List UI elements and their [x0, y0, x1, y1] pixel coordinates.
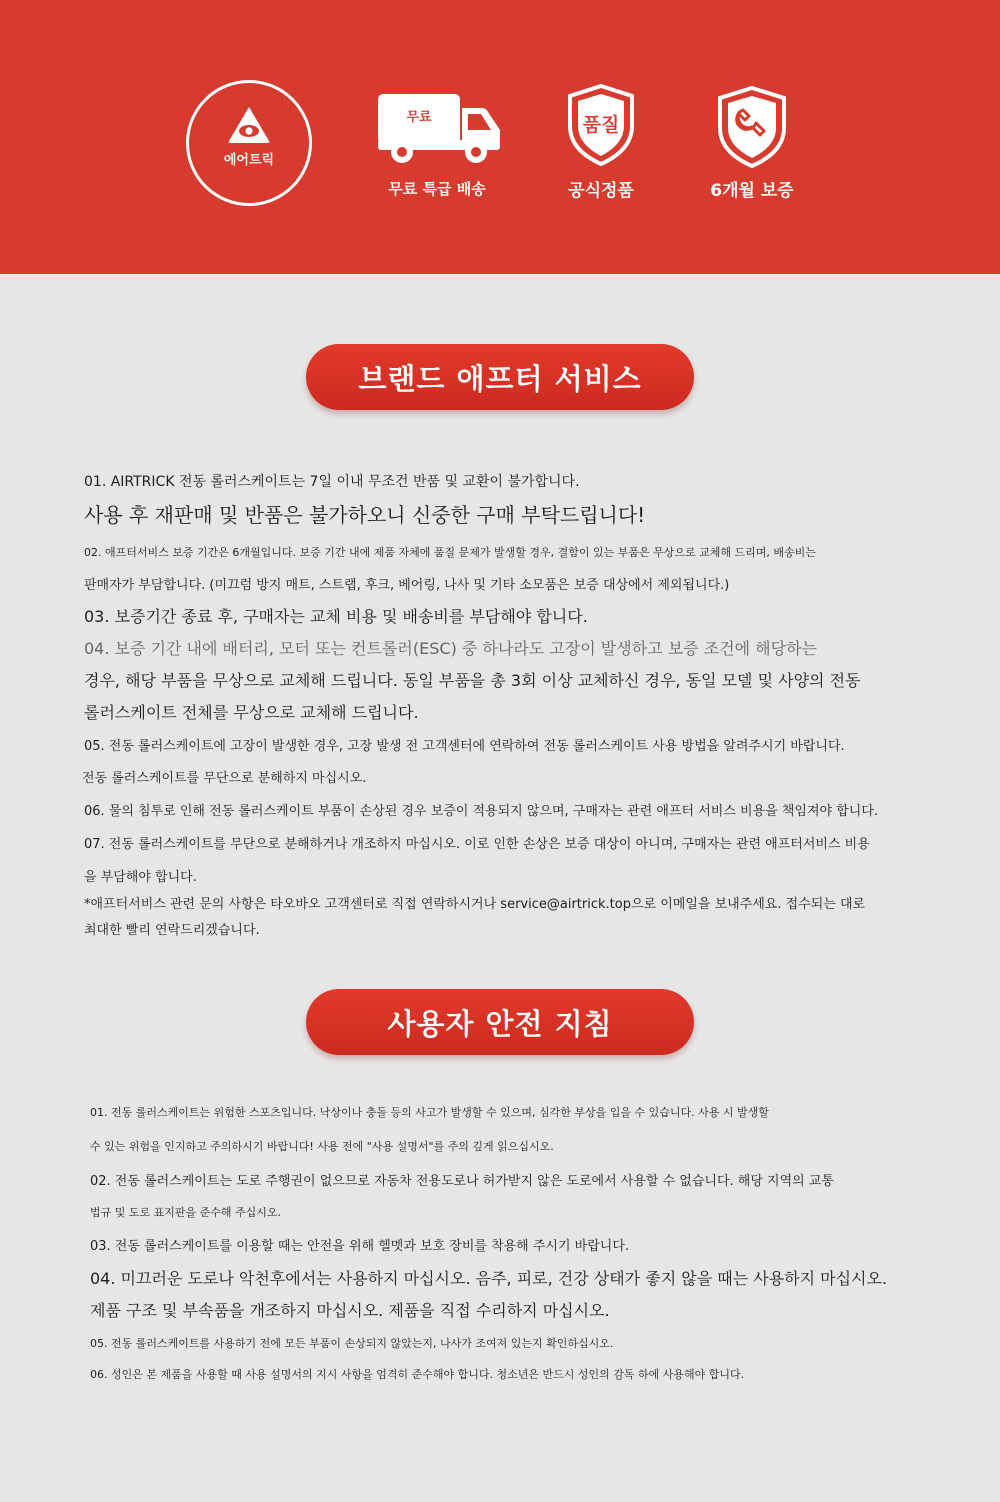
as-line-04b: 경우, 해당 부품을 무상으로 교체해 드립니다. 동일 부품을 총 3회 이상 교체하신 경우, 동일 모델 및 사양의 전동: [84, 671, 861, 690]
top-banner: [0, 0, 1000, 274]
safety-line-05: 05. 전동 롤러스케이트를 사용하기 전에 모든 부품이 손상되지 않았는지, 나사가 조여져 있는지 확인하십시오.: [90, 1337, 614, 1350]
as-line-05: 05. 전동 롤러스케이트에 고장이 발생한 경우, 고장 발생 전 고객센터에 연락하여 전동 롤러스케이트 사용 방법을 알려주시기 바랍니다.: [84, 739, 845, 754]
as-note-b: 최대한 빨리 연락드리겠습니다.: [84, 923, 260, 938]
as-line-02b: 판매자가 부담합니다. (미끄럼 방지 매트, 스트랩, 후크, 베어링, 나사 및 기타 소모품은 보증 대상에서 제외됩니다.): [84, 578, 730, 593]
safety-line-02: 02. 전동 롤러스케이트는 도로 주행권이 없으므로 자동차 전용도로나 허가받지 않은 도로에서 사용할 수 없습니다. 해당 지역의 교통: [90, 1174, 834, 1189]
as-line-07: 07. 전동 롤러스케이트를 무단으로 분해하거나 개조하지 마십시오. 이로 인한 손상은 보증 대상이 아니며, 구매자는 관련 애프터서비스 비용: [84, 837, 870, 852]
quality-badge: [566, 84, 636, 166]
genuine-caption: 공식정품: [568, 181, 634, 201]
warranty-caption: 6개월 보증: [710, 181, 794, 201]
truck-label: 무료: [406, 110, 432, 125]
brand-badge: [186, 80, 312, 206]
safety-line-02b: 법규 및 도로 표지판을 준수해 주십시오.: [90, 1206, 281, 1219]
brand-text: 에어트릭: [223, 153, 275, 168]
safety-line-03: 03. 전동 롤러스케이트를 이용할 때는 안전을 위해 헬멧과 보호 장비를 착용해 주시기 바랍니다.: [90, 1239, 630, 1254]
eye-triangle-icon: [227, 105, 271, 145]
quality-label: 품질: [582, 114, 620, 136]
safety-line-01: 01. 전동 롤러스케이트는 위험한 스포츠입니다. 낙상이나 충돌 등의 사고가 발생할 수 있으며, 심각한 부상을 입을 수 있습니다. 사용 시 발생할: [90, 1106, 769, 1119]
free-shipping-caption: 무료 특급 배송: [388, 180, 486, 198]
safety-line-04: 04. 미끄러운 도로나 악천후에서는 사용하지 마십시오. 음주, 피로, 건강 상태가 좋지 않을 때는 사용하지 마십시오.: [90, 1269, 888, 1288]
as-line-04c: 롤러스케이트 전체를 무상으로 교체해 드립니다.: [84, 703, 419, 722]
delivery-truck-icon: [374, 90, 504, 170]
safety-guide-title: 사용자 안전 지침: [306, 989, 694, 1055]
as-line-05b: 전동 롤러스케이트를 무단으로 분해하지 마십시오.: [82, 771, 367, 786]
safety-line-01b: 수 있는 위험을 인지하고 주의하시기 바랍니다! 사용 전에 "사용 설명서"를 주의 깊게 읽으십시오.: [90, 1140, 554, 1153]
wrench-shield-icon: [716, 86, 788, 168]
safety-line-04b: 제품 구조 및 부속품을 개조하지 마십시오. 제품을 직접 수리하지 마십시오.: [90, 1301, 610, 1320]
as-line-06: 06. 물의 침투로 인해 전동 롤러스케이트 부품이 손상된 경우 보증이 적용되지 않으며, 구매자는 관련 애프터 서비스 비용을 책임져야 합니다.: [84, 804, 879, 819]
as-line-01b: 사용 후 재판매 및 반품은 불가하오니 신중한 구매 부탁드립니다!: [84, 503, 646, 527]
as-line-07b: 을 부담해야 합니다.: [84, 870, 197, 885]
as-line-01: 01. AIRTRICK 전동 롤러스케이트는 7일 이내 무조건 반품 및 교환이 불가합니다.: [84, 474, 580, 490]
truck-badge: [374, 90, 504, 170]
as-line-04: 04. 보증 기간 내에 배터리, 모터 또는 컨트롤러(ESC) 중 하나라도 고장이 발생하고 보증 조건에 해당하는: [84, 639, 817, 658]
as-note: *애프터서비스 관련 문의 사항은 타오바오 고객센터로 직접 연락하시거나 service@airtrick.top으로 이메일을 보내주세요. 접수되는 대로: [84, 897, 866, 912]
warranty-badge: [716, 86, 788, 168]
as-line-03: 03. 보증기간 종료 후, 구매자는 교체 비용 및 배송비를 부담해야 합니다.: [84, 607, 588, 626]
as-line-02: 02. 애프터서비스 보증 기간은 6개월입니다. 보증 기간 내에 제품 자체에 품질 문제가 발생할 경우, 결함이 있는 부품은 무상으로 교체해 드리며, 배송비는: [84, 546, 816, 559]
after-service-title: 브랜드 애프터 서비스: [306, 344, 694, 410]
safety-line-06: 06. 성인은 본 제품을 사용할 때 사용 설명서의 지시 사항을 엄격히 준수해야 합니다. 청소년은 반드시 성인의 감독 하에 사용해야 합니다.: [90, 1368, 745, 1381]
